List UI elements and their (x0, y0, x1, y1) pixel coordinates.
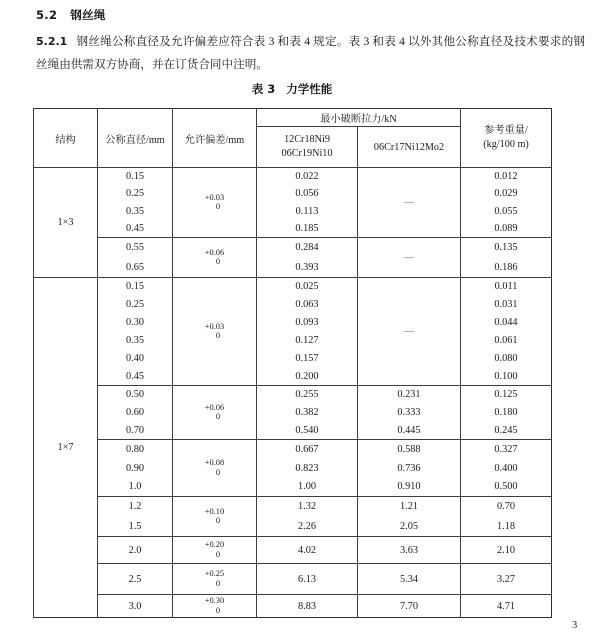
tolerance-value: +0.06 0 (204, 402, 225, 422)
header-alloy1-line2: 06Cr19Ni10 (281, 148, 333, 159)
table-row (34, 350, 552, 368)
table-caption-label: 表 3 (251, 82, 276, 96)
weight-cell: 0.089 (461, 220, 552, 238)
tolerance-cell (173, 595, 257, 618)
section-number: 5.2 (36, 8, 58, 22)
tolerance-value: +0.10 0 (204, 506, 225, 526)
weight-cell: 0.245 (461, 422, 552, 440)
header-weight-line2: (kg/100 m) (483, 139, 529, 150)
diameter-cell: 0.15 (98, 168, 173, 186)
section-heading (36, 7, 106, 23)
tolerance-cell (173, 168, 257, 238)
force-cr18-cell: 0.056 (257, 185, 358, 203)
table-caption-title: 力学性能 (286, 82, 333, 96)
table-row (34, 238, 552, 258)
table-row (34, 459, 552, 478)
force-cr17-cell: 0.445 (358, 422, 461, 440)
force-cr18-cell: 0.393 (257, 258, 358, 278)
header-alloy2: 06Cr17Ni12Mo2 (358, 127, 461, 168)
diameter-cell: 0.65 (98, 258, 173, 278)
diameter-cell: 0.25 (98, 185, 173, 203)
diameter-cell: 3.0 (98, 595, 173, 618)
table-row (34, 595, 552, 618)
diameter-cell: 0.45 (98, 220, 173, 238)
header-diameter: 公称直径/mm (98, 109, 173, 168)
header-structure: 结构 (34, 109, 98, 168)
table-row (34, 185, 552, 203)
weight-cell: 0.080 (461, 350, 552, 368)
weight-cell: 2.10 (461, 537, 552, 564)
weight-cell: 0.400 (461, 459, 552, 478)
weight-cell: 0.061 (461, 332, 552, 350)
weight-cell: 0.100 (461, 368, 552, 386)
diameter-cell: 2.5 (98, 564, 173, 595)
tolerance-value: +0.06 0 (204, 247, 225, 267)
table-row (34, 258, 552, 278)
diameter-cell: 0.60 (98, 404, 173, 422)
table-row (34, 440, 552, 459)
tolerance-cell (173, 537, 257, 564)
table-row (34, 404, 552, 422)
dash-cell: — (358, 278, 461, 386)
header-weight (461, 109, 552, 168)
weight-cell: 0.500 (461, 478, 552, 497)
force-cr18-cell: 0.185 (257, 220, 358, 238)
force-cr18-cell: 4.02 (257, 537, 358, 564)
force-cr17-cell: 3.63 (358, 537, 461, 564)
table-row (34, 517, 552, 537)
weight-cell: 4.71 (461, 595, 552, 618)
force-cr18-cell: 1.00 (257, 478, 358, 497)
diameter-cell: 0.40 (98, 350, 173, 368)
clause-paragraph (36, 31, 585, 76)
weight-cell: 0.327 (461, 440, 552, 459)
force-cr17-cell: 0.736 (358, 459, 461, 478)
tolerance-cell (173, 238, 257, 278)
tolerance-value: +0.03 0 (204, 192, 225, 212)
force-cr18-cell: 2.26 (257, 517, 358, 537)
tolerance-value: +0.30 0 (204, 596, 225, 615)
diameter-cell: 0.35 (98, 332, 173, 350)
clause-text: 钢丝绳公称直径及允许偏差应符合表 3 和表 4 规定。表 3 和表 4 以外其他公称直径及技术要求的钢丝绳由供需双方协商，并在订货合同中注明。 (36, 35, 585, 71)
diameter-cell: 0.90 (98, 459, 173, 478)
header-row-1 (34, 109, 552, 127)
weight-cell: 0.031 (461, 296, 552, 314)
table-caption (0, 81, 584, 97)
table-row (34, 564, 552, 595)
diameter-cell: 0.70 (98, 422, 173, 440)
weight-cell: 0.055 (461, 203, 552, 221)
table-row (34, 478, 552, 497)
diameter-cell: 0.50 (98, 386, 173, 404)
diameter-cell: 0.25 (98, 296, 173, 314)
dash-cell: — (358, 238, 461, 278)
page-number: 3 (572, 620, 578, 631)
tolerance-value: +0.08 0 (204, 458, 225, 477)
weight-cell: 0.044 (461, 314, 552, 332)
force-cr18-cell: 0.823 (257, 459, 358, 478)
diameter-cell: 0.45 (98, 368, 173, 386)
force-cr17-cell: 0.588 (358, 440, 461, 459)
force-cr17-cell: 0.333 (358, 404, 461, 422)
force-cr18-cell: 0.200 (257, 368, 358, 386)
structure-cell: 1×3 (34, 168, 98, 278)
force-cr18-cell: 8.83 (257, 595, 358, 618)
table-row (34, 386, 552, 404)
clause-number: 5.2.1 (36, 35, 68, 48)
force-cr18-cell: 0.540 (257, 422, 358, 440)
tolerance-value: +0.20 0 (204, 540, 225, 559)
force-cr17-cell: 0.910 (358, 478, 461, 497)
tolerance-cell (173, 440, 257, 497)
force-cr18-cell: 0.022 (257, 168, 358, 186)
force-cr18-cell: 0.284 (257, 238, 358, 258)
tolerance-cell (173, 386, 257, 440)
table-row (34, 497, 552, 517)
weight-cell: 0.012 (461, 168, 552, 186)
tolerance-cell (173, 497, 257, 537)
diameter-cell: 0.30 (98, 314, 173, 332)
force-cr18-cell: 0.063 (257, 296, 358, 314)
weight-cell: 1.18 (461, 517, 552, 537)
table-row (34, 368, 552, 386)
table-row (34, 203, 552, 221)
force-cr18-cell: 0.127 (257, 332, 358, 350)
dash-cell: — (358, 168, 461, 238)
diameter-cell: 0.55 (98, 238, 173, 258)
diameter-cell: 2.0 (98, 537, 173, 564)
weight-cell: 0.011 (461, 278, 552, 296)
table-row (34, 422, 552, 440)
force-cr17-cell: 5.34 (358, 564, 461, 595)
tolerance-value: +0.25 0 (204, 569, 225, 588)
header-alloy1 (257, 127, 358, 168)
diameter-cell: 1.5 (98, 517, 173, 537)
force-cr18-cell: 0.113 (257, 203, 358, 221)
force-cr18-cell: 0.025 (257, 278, 358, 296)
header-alloy1-line1: 12Cr18Ni9 (284, 134, 330, 145)
weight-cell: 3.27 (461, 564, 552, 595)
diameter-cell: 0.35 (98, 203, 173, 221)
table-row (34, 332, 552, 350)
diameter-cell: 0.15 (98, 278, 173, 296)
table-row (34, 220, 552, 238)
table-row (34, 296, 552, 314)
force-cr18-cell: 6.13 (257, 564, 358, 595)
force-cr18-cell: 0.093 (257, 314, 358, 332)
weight-cell: 0.029 (461, 185, 552, 203)
force-cr18-cell: 0.157 (257, 350, 358, 368)
mechanical-properties-table (33, 108, 552, 618)
force-cr17-cell: 0.231 (358, 386, 461, 404)
header-tolerance: 允许偏差/mm (173, 109, 257, 168)
header-breaking-force-group: 最小破断拉力/kN (257, 109, 461, 127)
tolerance-value: +0.03 0 (204, 321, 225, 341)
diameter-cell: 0.80 (98, 440, 173, 459)
weight-cell: 0.135 (461, 238, 552, 258)
force-cr17-cell: 2.05 (358, 517, 461, 537)
force-cr17-cell: 1.21 (358, 497, 461, 517)
tolerance-cell (173, 278, 257, 386)
weight-cell: 0.125 (461, 386, 552, 404)
force-cr17-cell: 7.70 (358, 595, 461, 618)
force-cr18-cell: 0.255 (257, 386, 358, 404)
tolerance-cell (173, 564, 257, 595)
table-row (34, 278, 552, 296)
force-cr18-cell: 0.382 (257, 404, 358, 422)
weight-cell: 0.186 (461, 258, 552, 278)
table-row (34, 537, 552, 564)
diameter-cell: 1.2 (98, 497, 173, 517)
force-cr18-cell: 1.32 (257, 497, 358, 517)
header-weight-line1: 参考重量/ (484, 125, 528, 136)
force-cr18-cell: 0.667 (257, 440, 358, 459)
weight-cell: 0.70 (461, 497, 552, 517)
weight-cell: 0.180 (461, 404, 552, 422)
section-title: 钢丝绳 (70, 8, 106, 22)
structure-cell: 1×7 (34, 278, 98, 618)
table-row (34, 314, 552, 332)
table-row (34, 168, 552, 186)
diameter-cell: 1.0 (98, 478, 173, 497)
